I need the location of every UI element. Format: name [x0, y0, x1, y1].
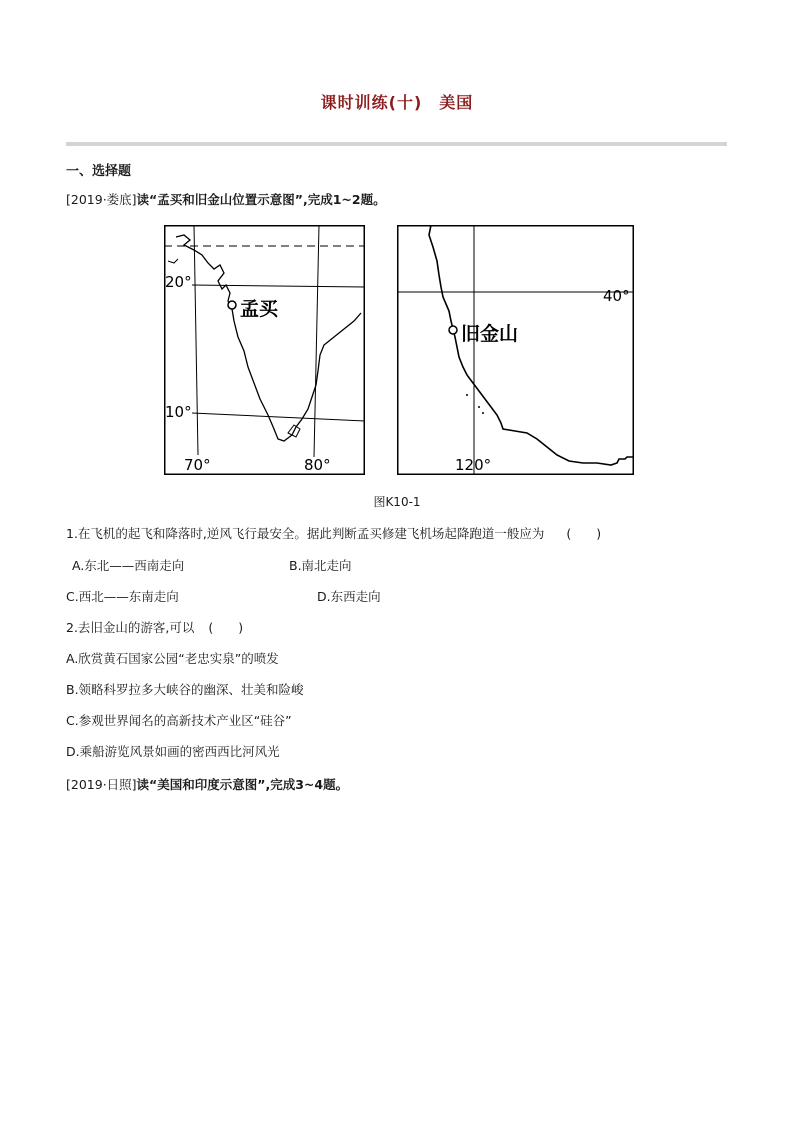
intro-1-source: [2019·娄底] — [66, 192, 137, 207]
map-mumbai-lat-20: 20° — [165, 273, 192, 291]
question-1-option-d: D.东西走向 — [317, 589, 381, 604]
map-san-francisco — [397, 225, 634, 475]
question-2-option-c: C.参观世界闻名的高新技术产业区“硅谷” — [66, 713, 292, 728]
question-1-stem: 1.在飞机的起飞和降落时,逆风飞行最安全。据此判断孟买修建飞机场起降跑道一般应为 — [66, 526, 545, 541]
title-divider — [66, 142, 727, 146]
section-heading: 一、选择题 — [66, 164, 132, 179]
question-1-paren: ( ) — [566, 526, 602, 541]
map-sf-lat-40: 40° — [603, 287, 630, 305]
map-sf-city-label: 旧金山 — [461, 323, 519, 345]
question-2-paren: ( ) — [208, 620, 244, 635]
figure-caption: 图K10-1 — [373, 495, 421, 509]
question-1-option-b: B.南北走向 — [289, 558, 352, 573]
question-1-option-a: A.东北——西南走向 — [72, 558, 185, 573]
map-mumbai-lon-70: 70° — [184, 456, 211, 474]
map-sf-lon-120: 120° — [455, 456, 492, 474]
question-2-option-d: D.乘船游览风景如画的密西西比河风光 — [66, 744, 280, 759]
question-2-stem: 2.去旧金山的游客,可以 — [66, 620, 195, 635]
intro-1-text: 读“孟买和旧金山位置示意图”,完成1~2题。 — [136, 192, 386, 207]
question-2-option-a: A.欣赏黄石国家公园“老忠实泉”的喷发 — [66, 651, 279, 666]
map-mumbai-city-label: 孟买 — [240, 298, 279, 320]
page-title: 课时训练(十) 美国 — [320, 93, 474, 112]
question-1 — [66, 524, 601, 542]
map-mumbai — [164, 225, 365, 475]
intro-2-source: [2019·日照] — [66, 777, 137, 792]
intro-2 — [66, 775, 348, 793]
question-1-option-c: C.西北——东南走向 — [66, 589, 179, 604]
map-mumbai-lat-10: 10° — [165, 403, 192, 421]
intro-2-text: 读“美国和印度示意图”,完成3~4题。 — [136, 777, 349, 792]
question-2-option-b: B.领略科罗拉多大峡谷的幽深、壮美和险峻 — [66, 682, 304, 697]
map-mumbai-lon-80: 80° — [304, 456, 331, 474]
intro-1 — [66, 190, 386, 208]
question-2 — [66, 618, 243, 636]
